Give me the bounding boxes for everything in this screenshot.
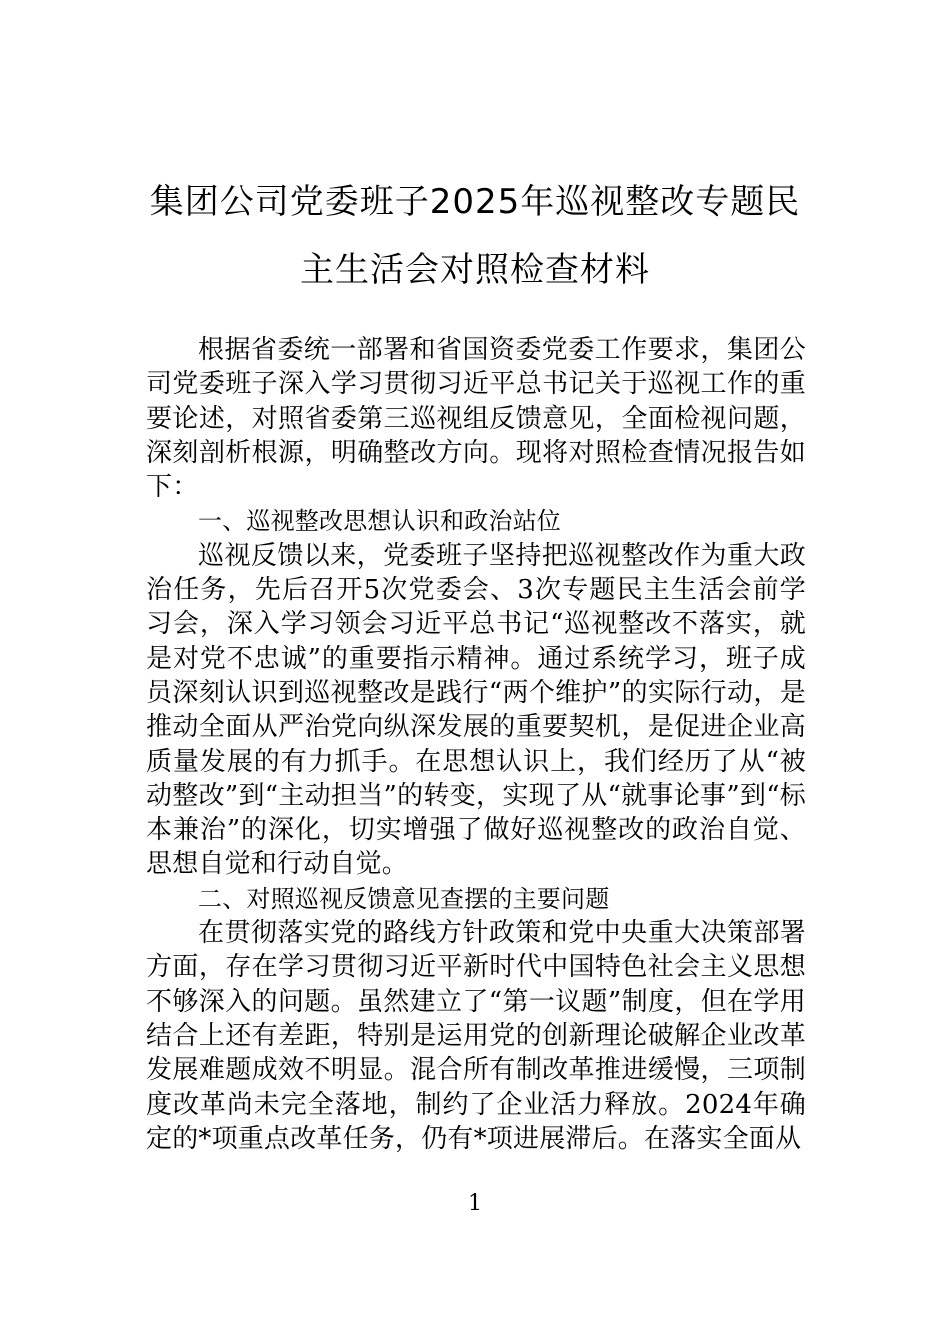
section-heading-1: 一、巡视整改思想认识和政治站位 xyxy=(198,507,561,536)
title-line-2: 主生活会对照检查材料 xyxy=(300,250,650,290)
document-body xyxy=(146,333,806,1156)
title-line-1: 集团公司党委班子2025年巡视整改专题民 xyxy=(149,182,801,222)
intro-paragraph: 根据省委统一部署和省国资委党委工作要求，集团公司党委班子深入学习贯彻习近平总书记关于巡视工作的重要论述，对照省委第三巡视组反馈意见，全面检视问题，深刻剖析根源，明确整改方向。现将对照检查情况报告如下： xyxy=(146,335,806,503)
section-heading-2: 二、对照巡视反馈意见查摆的主要问题 xyxy=(198,884,610,913)
section-2-paragraph: 在贯彻落实党的路线方针政策和党中央重大决策部署方面，存在学习贯彻习近平新时代中国特色社会主义思想不够深入的问题。虽然建立了“第一议题”制度，但在学用结合上还有差距，特别是运用党的创新理论破解企业改革发展难题成效不明显。混合所有制改革推进缓慢，三项制度改革尚未完全落地，制约了企业活力释放。2024年确定的*项重点改革任务，仍有*项进展滞后。在落实全面从 xyxy=(146,918,806,1154)
page-number: 1 xyxy=(468,1191,482,1216)
section-1-paragraph: 巡视反馈以来，党委班子坚持把巡视整改作为重大政治任务，先后召开5次党委会、3次专题民主生活会前学习会，深入学习领会习近平总书记“巡视整改不落实，就是对党不忠诚”的重要指示精神。通过系统学习，班子成员深刻认识到巡视整改是践行“两个维护”的实际行动，是推动全面从严治党向纵深发展的重要契机，是促进企业高质量发展的有力抓手。在思想认识上，我们经历了从“被动整改”到“主动担当”的转变，实现了从“就事论事”到“标本兼治”的深化，切实增强了做好巡视整改的政治自觉、思想自觉和行动自觉。 xyxy=(146,540,806,880)
document-title xyxy=(120,168,830,304)
